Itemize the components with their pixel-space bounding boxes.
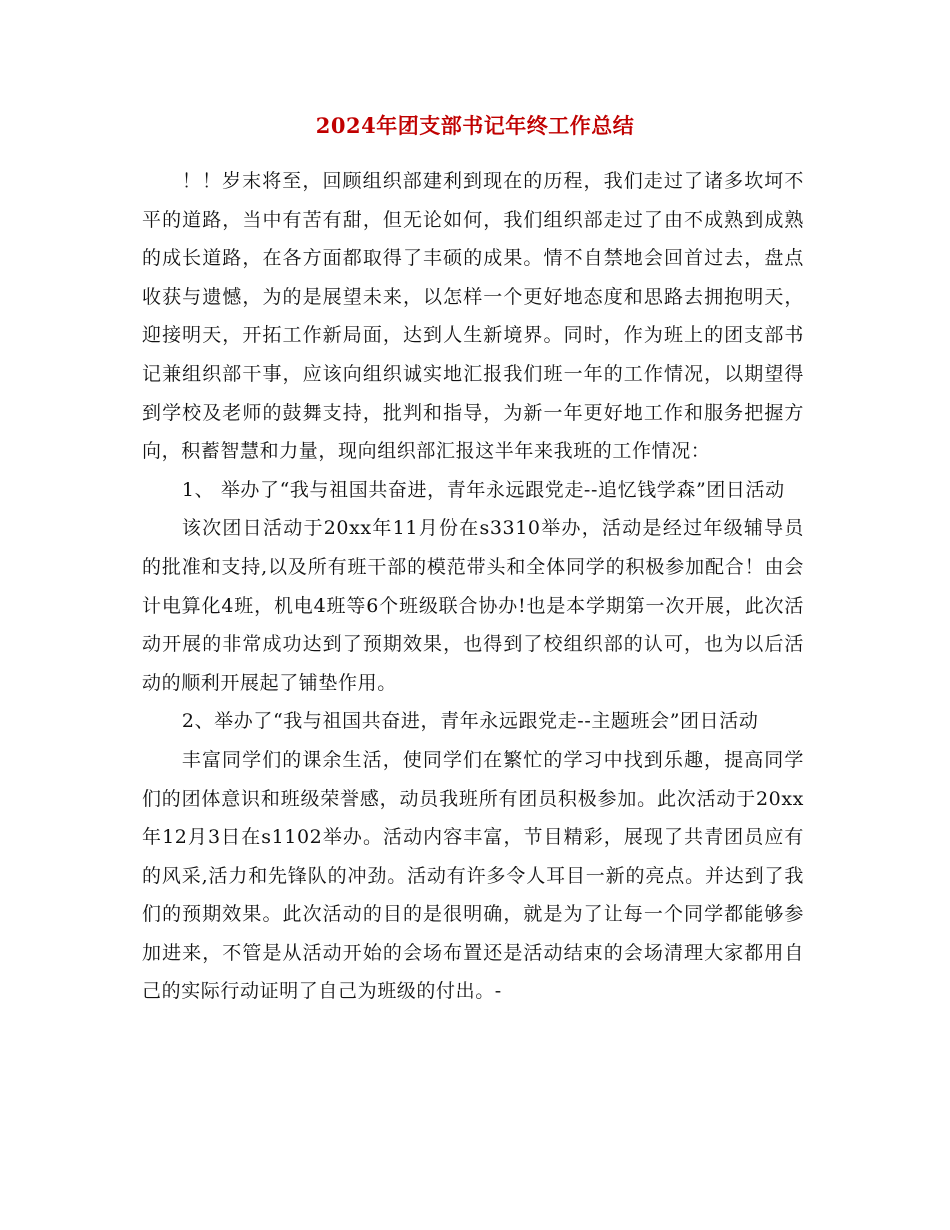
- paragraph-intro: ！！岁末将至，回顾组织部建利到现在的历程，我们走过了诸多坎坷不平的道路，当中有苦有甜，但无论如何，我们组织部走过了由不成熟到成熟的成长道路，在各方面都取得了丰硕的成果。情不自禁地会回首过去，盘点收获与遗憾，为的是展望未来，以怎样一个更好地态度和思路去拥抱明天，迎接明天，开拓工作新局面，达到人生新境界。同时，作为班上的团支部书记兼组织部干事，应该向组织诚实地汇报我们班一年的工作情况，以期望得到学校及老师的鼓舞支持，批判和指导，为新一年更好地工作和服务把握方向，积蓄智慧和力量，现向组织部汇报这半年来我班的工作情况：: [142, 170, 804, 463]
- paragraph-heading-1: 1、 举办了“我与祖国共奋进，青年永远跟党走--追忆钱学森”团日活动: [181, 478, 785, 501]
- document-title: 2024年团支部书记年终工作总结: [315, 113, 635, 138]
- paragraph-heading-2: 2、举办了“我与祖国共奋进，青年永远跟党走--主题班会”团日活动: [181, 710, 759, 733]
- paragraph-activity-1: 该次团日活动于20xx年11月份在s3310举办，活动是经过年级辅导员的批准和支持,以及所有班干部的模范带头和全体同学的积极参加配合！由会计电算化4班，机电4班等6个班级联合协办!也是本学期第一次开展，此次活动开展的非常成功达到了预期效果，也得到了校组织部的认可，也为以后活动的顺利开展起了铺垫作用。: [142, 517, 804, 694]
- paragraph-activity-2: 丰富同学们的课余生活，使同学们在繁忙的学习中找到乐趣，提高同学们的团体意识和班级荣誉感，动员我班所有团员积极参加。此次活动于20xx年12月3日在s1102举办。活动内容丰富，节目精彩，展现了共青团员应有的风采,活力和先锋队的冲劲。活动有许多令人耳目一新的亮点。并达到了我们的预期效果。此次活动的目的是很明确，就是为了让每一个同学都能够参加进来，不管是从活动开始的会场布置还是活动结束的会场清理大家都用自己的实际行动证明了自己为班级的付出。-: [142, 748, 804, 1003]
- document-body: [142, 162, 804, 1011]
